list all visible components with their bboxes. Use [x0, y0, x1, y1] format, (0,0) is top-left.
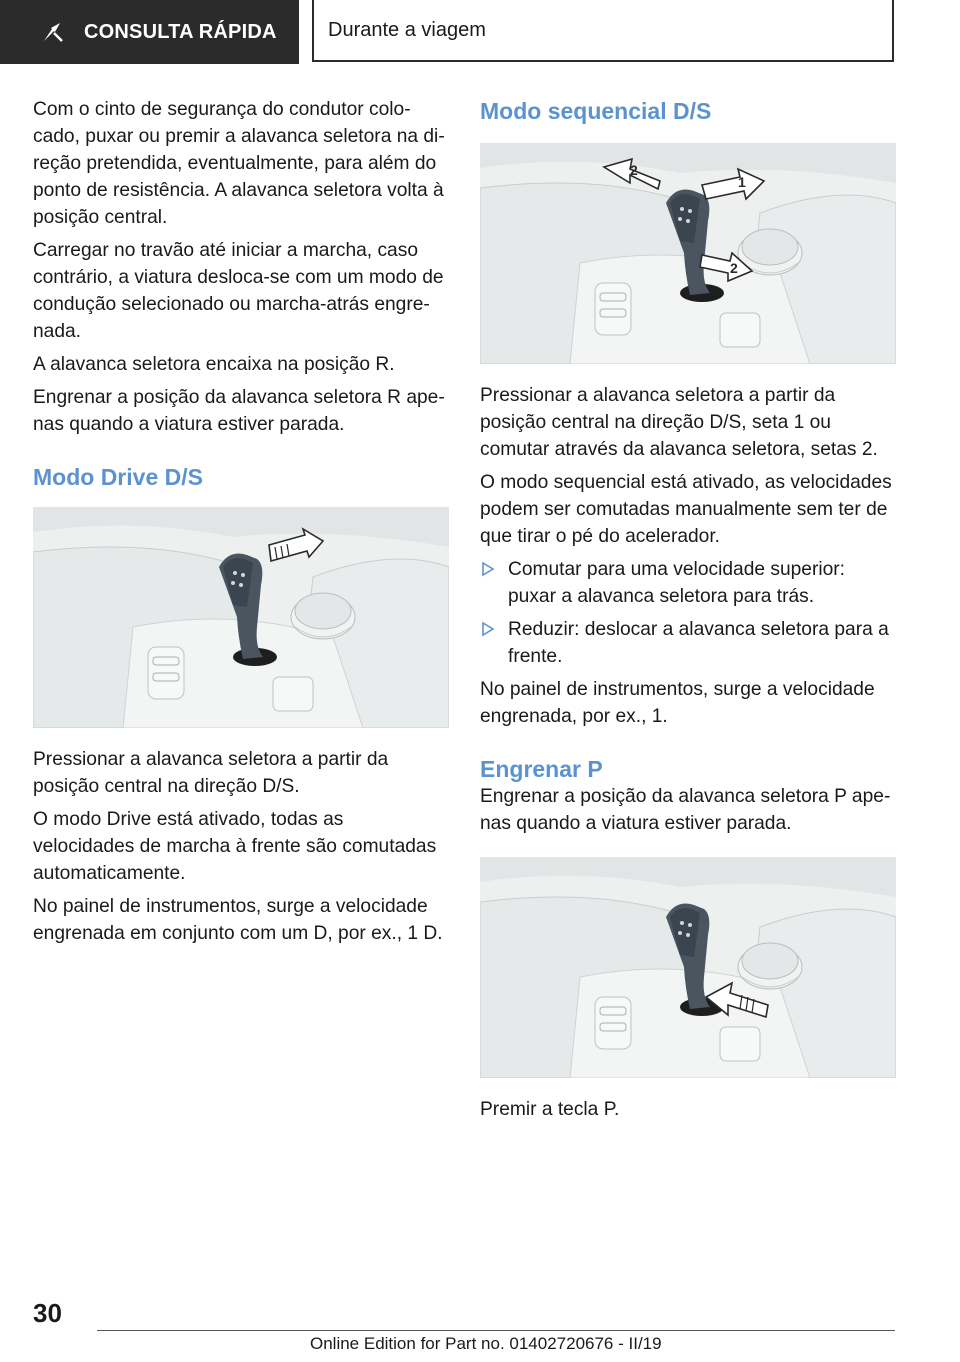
paragraph: Engrenar a posição da alavanca seletora R apenas quando a viatura estiver parada. — [33, 387, 445, 435]
heading-engage-park: Engrenar P — [480, 756, 603, 782]
paragraph: A alavanca seletora encaixa na posição R. — [33, 354, 395, 375]
paragraph: Pressionar a alavanca seletora a partir da posição central na direção D/S, seta 1 ou comutar através da alavanca seletora, setas 2. — [480, 385, 878, 460]
heading-sequential-mode: Modo sequencial D/S — [480, 98, 712, 124]
paragraph: Carregar no travão até iniciar a marcha, caso contrário, a viatura desloca-se com um modo de condução selecionado ou marcha-atrás engrenada. — [33, 240, 444, 342]
paragraph: O modo Drive está ativado, todas as velocidades de marcha à frente são comutadas automaticamente. — [33, 809, 437, 884]
chapter-tab — [312, 0, 894, 62]
paragraph: Premir a tecla P. — [480, 1099, 620, 1120]
left-column — [33, 96, 449, 953]
sequential-mode-illustration — [480, 143, 896, 364]
quick-reference-icon — [40, 19, 66, 45]
bullet-triangle-icon — [480, 559, 496, 579]
paragraph: O modo sequencial está ativado, as velocidades podem ser comutadas manualmente sem ter de que tirar o pé do acelerador. — [480, 472, 892, 547]
bullet-triangle-icon — [480, 619, 496, 639]
footer-divider — [97, 1330, 895, 1331]
page-header — [0, 0, 960, 66]
paragraph: Pressionar a alavanca seletora a partir da posição central na direção D/S. — [33, 749, 389, 797]
drive-mode-illustration — [33, 507, 449, 728]
paragraph: Engrenar a posição da alavanca seletora P apenas quando a viatura estiver parada. — [480, 786, 891, 834]
page-number: 30 — [33, 1298, 62, 1328]
shift-instructions-list — [480, 556, 896, 670]
arrow-2-forward-label: 2 — [730, 260, 738, 276]
list-item-text: Reduzir: deslocar a alavanca seletora para a frente. — [508, 619, 889, 667]
heading-drive-mode: Modo Drive D/S — [33, 464, 203, 490]
list-item — [480, 556, 896, 610]
paragraph: Com o cinto de segurança do condutor colocado, puxar ou premir a alavanca seletora na direção pretendida, eventualmente, para além do ponto de resistência. A alavanca seletora volta à posição central. — [33, 99, 445, 228]
right-column — [480, 98, 896, 1129]
list-item — [480, 616, 896, 670]
section-tab[interactable] — [0, 0, 299, 64]
section-label: CONSULTA RÁPIDA — [84, 20, 277, 43]
paragraph: No painel de instrumentos, surge a velocidade engrenada, por ex., 1. — [480, 679, 875, 727]
chapter-label: Durante a viagem — [328, 18, 486, 41]
paragraph: No painel de instrumentos, surge a velocidade engrenada em conjunto com um D, por ex., 1 D. — [33, 896, 443, 944]
list-item-text: Comutar para uma velocidade superior: puxar a alavanca seletora para trás. — [508, 559, 846, 607]
arrow-1-label: 1 — [738, 174, 746, 190]
arrow-2-back-label: 2 — [630, 162, 638, 178]
edition-note: Online Edition for Part no. 01402720676 - II/19 — [310, 1334, 662, 1353]
park-button-illustration — [480, 857, 896, 1078]
